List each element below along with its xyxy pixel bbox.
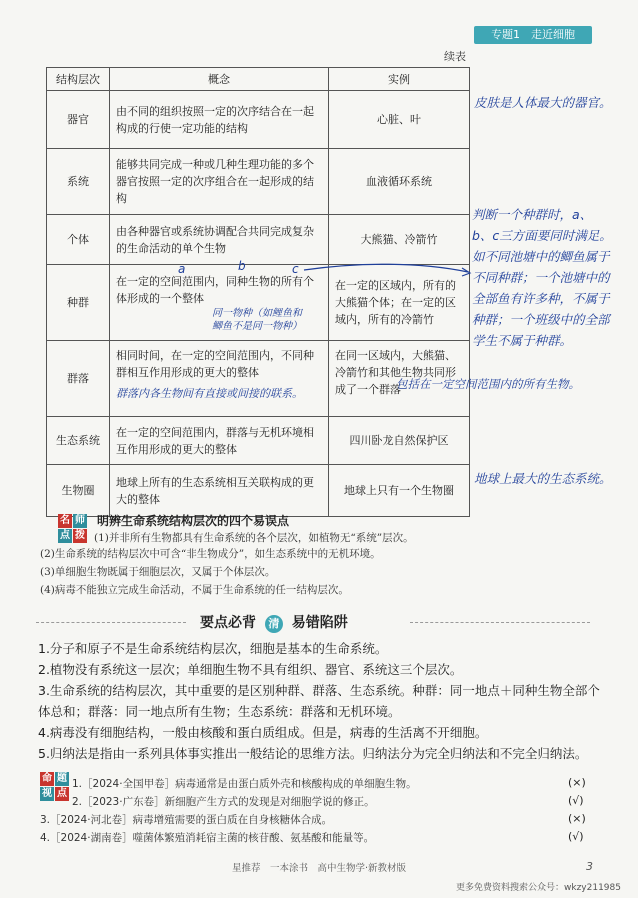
handwritten-note: 群落内各生物间有直接或间接的联系。 — [116, 387, 303, 400]
table-header: 概念 — [110, 68, 329, 91]
level-cell: 生态系统 — [47, 417, 110, 465]
section-divider — [36, 622, 186, 623]
concept-cell: 在一定的空间范围内，群落与无机环境相互作用形成的更大的整体 — [110, 417, 329, 465]
badge-char: 名 — [60, 515, 70, 526]
table-header: 结构层次 — [47, 68, 110, 91]
level-cell: 生物圈 — [47, 465, 110, 517]
question-item: 3.［2024·河北卷］病毒增殖需要的蛋白质在自身核糖体合成。 — [40, 814, 333, 826]
badge-char: 题 — [57, 773, 67, 784]
table-row — [47, 417, 470, 465]
concept-cell: 由各种器官或系统协调配合共同完成复杂的生命活动的单个生物 — [110, 215, 329, 265]
concept-text: 在一定的空间范围内，同种生物的所有个体形成的一个整体 — [116, 275, 314, 305]
badge-char: 点 — [57, 788, 67, 799]
concept-cell: 能够共同完成一种或几种生理功能的多个器官按照一定的次序组合在一起形成的结构 — [110, 149, 329, 215]
level-cell: 个体 — [47, 215, 110, 265]
concept-text: 相同时间，在一定的空间范围内，不同种群相互作用形成的更大的整体 — [116, 349, 314, 379]
level-cell: 种群 — [47, 265, 110, 341]
badge-char: 点 — [60, 530, 70, 541]
continued-label: 续表 — [444, 50, 466, 63]
answer-mark: (×) — [568, 776, 586, 789]
question-item: 2.［2023·广东卷］新细胞产生方式的发现是对细胞学说的修正。 — [72, 796, 375, 808]
section-title — [200, 612, 348, 633]
answer-mark: (√) — [568, 830, 584, 843]
mingti-badge — [40, 772, 70, 802]
key-point: 5.归纳法是指由一系列具体事实推出一般结论的思维方法。归纳法分为完全归纳法和不完全归纳法。 — [38, 746, 588, 761]
concept-cell: 地球上所有的生态系统相互关联构成的更大的整体 — [110, 465, 329, 517]
annotation-arrows — [300, 262, 480, 302]
level-cell: 群落 — [47, 341, 110, 417]
side-note-biosphere: 地球上最大的生态系统。 — [474, 471, 612, 486]
mingshi-line: (2)生命系统的结构层次中可含“非生物成分”，如生态系统中的无机环境。 — [40, 548, 381, 560]
badge-char: 命 — [42, 773, 52, 784]
section-badge: 清 — [265, 615, 283, 633]
topic-banner: 专题1 走近细胞 — [474, 26, 592, 44]
handwritten-community-suffix: 包括在一定空间范围内的所有生物。 — [396, 377, 580, 391]
example-cell: 地球上只有一个生物圈 — [329, 465, 470, 517]
answer-mark: (×) — [568, 812, 586, 825]
page-number: 3 — [586, 860, 593, 873]
key-point: 2.植物没有系统这一层次；单细胞生物不具有组织、器官、系统这三个层次。 — [38, 662, 463, 677]
example-cell: 心脏、叶 — [329, 91, 470, 149]
side-note-population: 判断一个种群时，a、b、c三方面要同时满足。如不同池塘中的鲫鱼属于不同种群；一个池塘中的全部鱼有许多种，不属于种群；一个班级中的全部学生不属于种群。 — [472, 207, 612, 348]
mingshi-line: (3)单细胞生物既属于细胞层次，又属于个体层次。 — [40, 566, 276, 578]
key-point: 4.病毒没有细胞结构，一般由核酸和蛋白质组成。但是，病毒的生活离不开细胞。 — [38, 725, 488, 740]
question-item: 4.［2024·湖南卷］噬菌体繁殖消耗宿主菌的核苷酸、氨基酸和能量等。 — [40, 832, 375, 844]
example-cell: 大熊猫、冷箭竹 — [329, 215, 470, 265]
badge-char: 拨 — [75, 530, 85, 541]
example-cell: 在一定的区域内，所有的大熊猫个体；在一定的区域内，所有的冷箭竹 — [329, 265, 470, 341]
concept-cell: 由不同的组织按照一定的次序结合在一起构成的行使一定功能的结构 — [110, 91, 329, 149]
handwritten-letter-c: c — [292, 262, 299, 276]
handwritten-letter-a: a — [178, 262, 186, 276]
question-item: 1.［2024·全国甲卷］病毒通常是由蛋白质外壳和核酸构成的单细胞生物。 — [72, 778, 417, 790]
table-header: 实例 — [329, 68, 470, 91]
concept-cell — [110, 341, 329, 417]
table-row — [47, 465, 470, 517]
mingshi-line: (1)并非所有生物都具有生命系统的各个层次，如植物无“系统”层次。 — [94, 532, 414, 544]
key-point: 3.生命系统的结构层次，其中重要的是区别种群、群落、生态系统。种群：同一地点＋同种生物全部个体总和；群落：同一地点所有生物；生态系统：群落和无机环境。 — [38, 683, 600, 719]
table-row — [47, 149, 470, 215]
section-divider — [410, 622, 590, 623]
level-cell: 器官 — [47, 91, 110, 149]
side-note-organ: 皮肤是人体最大的器官。 — [474, 95, 612, 110]
mingshi-title: 明辨生命系统结构层次的四个易误点 — [97, 514, 290, 528]
badge-char: 视 — [42, 788, 52, 799]
footer-watermark: 更多免费资料搜索公众号：wkzy211985 — [456, 883, 621, 893]
mingshi-badge — [58, 514, 88, 544]
section-title-left: 要点必背 — [200, 615, 256, 631]
handwritten-letter-b: b — [238, 259, 246, 273]
table-row — [47, 215, 470, 265]
example-cell: 血液循环系统 — [329, 149, 470, 215]
example-cell: 四川卧龙自然保护区 — [329, 417, 470, 465]
footer-text: 星推荐 一本涂书 高中生物学·新教材版 — [232, 863, 407, 874]
badge-char: 师 — [75, 515, 85, 526]
mingshi-line: (4)病毒不能独立完成生命活动，不属于生命系统的任一结构层次。 — [40, 584, 349, 596]
handwritten-note: 同一物种（如鲤鱼和鲫鱼不是同一物种） — [212, 308, 302, 332]
answer-mark: (√) — [568, 794, 584, 807]
key-point: 1.分子和原子不是生命系统结构层次，细胞是基本的生命系统。 — [38, 641, 388, 656]
level-cell: 系统 — [47, 149, 110, 215]
section-title-right: 易错陷阱 — [291, 615, 348, 631]
table-row — [47, 91, 470, 149]
example-cell: 在同一区域内，大熊猫、冷箭竹和其他生物共同形成了一个群落 — [329, 341, 470, 417]
table-header-row — [47, 68, 470, 91]
